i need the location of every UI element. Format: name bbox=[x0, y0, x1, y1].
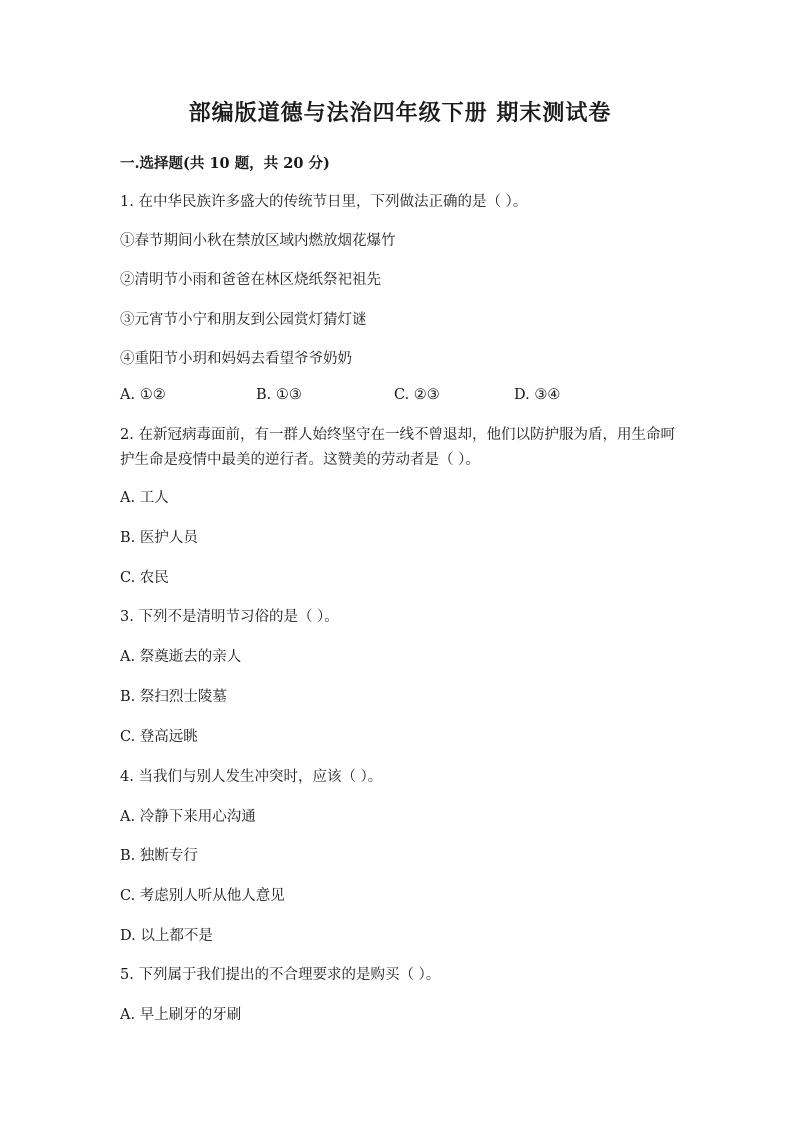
question-2-option-b[interactable]: B. 医护人员 bbox=[120, 530, 198, 546]
question-5-stem: 5. 下列属于我们提出的不合理要求的是购买（ ）。 bbox=[120, 967, 441, 983]
question-4-option-d[interactable]: D. 以上都不是 bbox=[120, 928, 213, 944]
question-2-option-a[interactable]: A. 工人 bbox=[120, 490, 169, 506]
question-3-option-b[interactable]: B. 祭扫烈士陵墓 bbox=[120, 689, 227, 705]
question-1-option-b[interactable]: B. ①③ bbox=[256, 387, 302, 403]
question-1-item-1: ①春节期间小秋在禁放区域内燃放烟花爆竹 bbox=[120, 233, 396, 249]
question-4-stem: 4. 当我们与别人发生冲突时，应该（ ）。 bbox=[120, 769, 383, 785]
question-2-option-c[interactable]: C. 农民 bbox=[120, 570, 169, 586]
question-2-stem: 2. 在新冠病毒面前，有一群人始终坚守在一线不曾退却，他们以防护服为盾，用生命呵护生命是疫情中最美的逆行者。这赞美的劳动者是（ ）。 bbox=[120, 427, 675, 468]
question-4-option-b[interactable]: B. 独断专行 bbox=[120, 848, 198, 864]
question-3-option-c[interactable]: C. 登高远眺 bbox=[120, 729, 198, 745]
question-1-option-c[interactable]: C. ②③ bbox=[394, 387, 440, 403]
page-title: 部编版道德与法治四年级下册 期末测试卷 bbox=[188, 100, 612, 126]
question-4-option-c[interactable]: C. 考虑别人听从他人意见 bbox=[120, 888, 285, 904]
section-heading: 一.选择题(共 10 题，共 20 分) bbox=[120, 155, 330, 172]
question-1-stem: 1. 在中华民族许多盛大的传统节日里，下列做法正确的是（ ）。 bbox=[120, 194, 528, 210]
question-1-item-4: ④重阳节小玥和妈妈去看望爷爷奶奶 bbox=[120, 351, 352, 367]
question-4-option-a[interactable]: A. 冷静下来用心沟通 bbox=[120, 809, 256, 825]
question-1-option-d[interactable]: D. ③④ bbox=[514, 387, 561, 403]
question-1-item-2: ②清明节小雨和爸爸在林区烧纸祭祀祖先 bbox=[120, 272, 381, 288]
question-3-option-a[interactable]: A. 祭奠逝去的亲人 bbox=[120, 649, 242, 665]
question-3-stem: 3. 下列不是清明节习俗的是（ ）。 bbox=[120, 609, 339, 625]
question-1-option-a[interactable]: A. ①② bbox=[120, 387, 166, 403]
question-5-option-a[interactable]: A. 早上刷牙的牙刷 bbox=[120, 1007, 242, 1023]
question-1-item-3: ③元宵节小宁和朋友到公园赏灯猜灯谜 bbox=[120, 312, 367, 328]
